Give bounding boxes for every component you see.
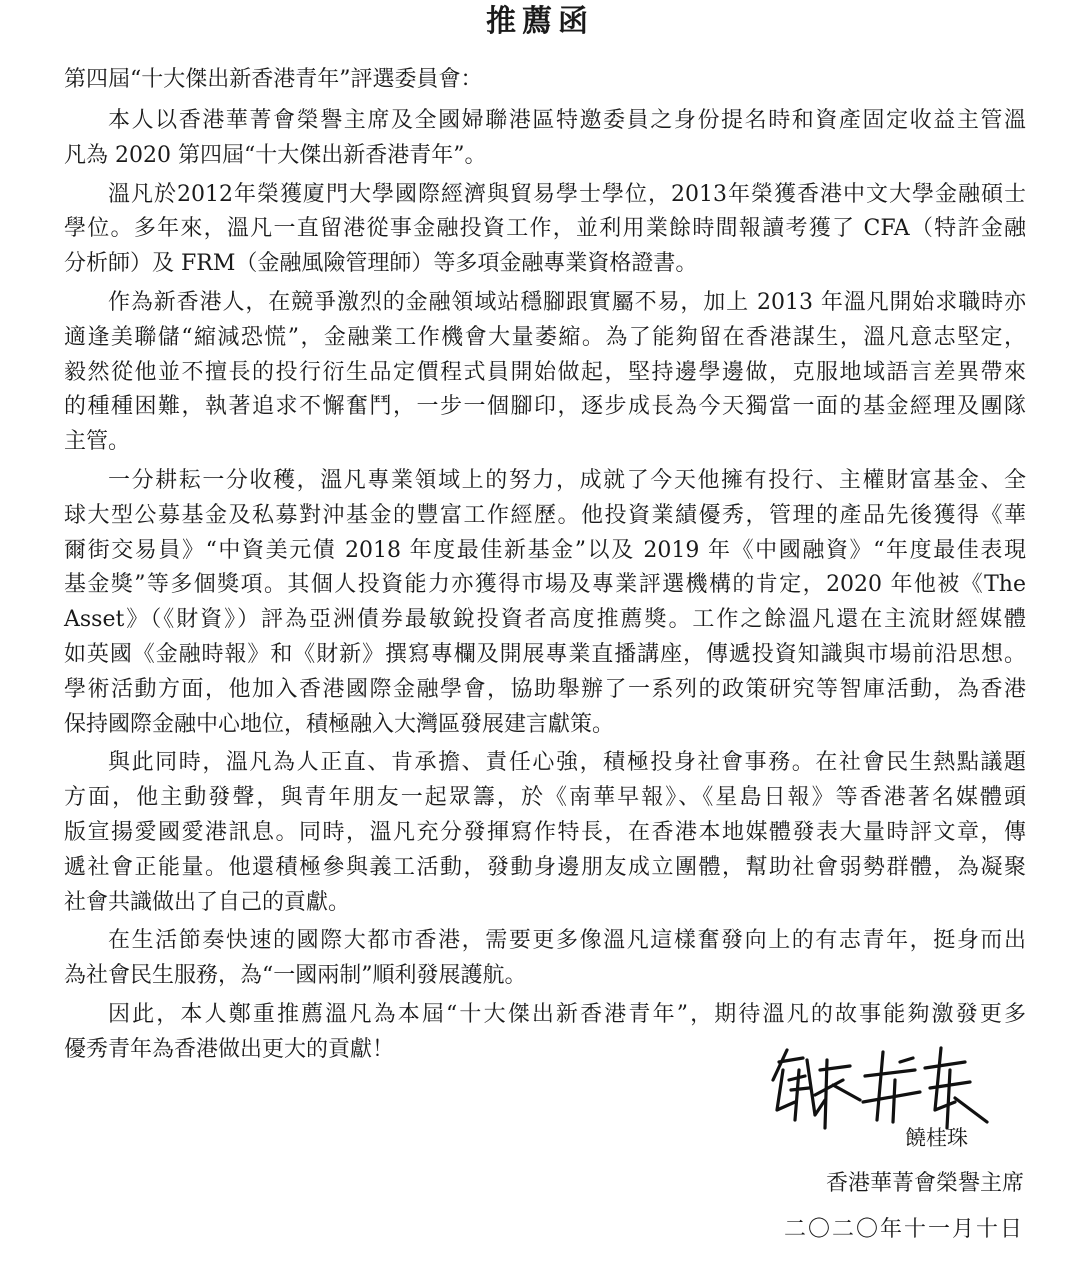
paragraph-line: 為社會民生服務，為“一國兩制”順利發展護航。 xyxy=(64,963,527,989)
paragraph xyxy=(64,104,1026,174)
paragraph-line: 的種種困難，執著追求不懈奮鬥，一步一個腳印，逐步成長為今天獨當一面的基金經理及團隊 xyxy=(64,394,1026,420)
document-title: 推薦函 xyxy=(486,4,594,39)
paragraph-line: 保持國際金融中心地位，積極融入大灣區發展建言獻策。 xyxy=(64,711,615,737)
paragraph-line: 社會共識做出了自己的貢獻。 xyxy=(64,889,351,915)
paragraph-line: 一分耕耘一分收穫，溫凡專業領域上的努力，成就了今天他擁有投行、主權財富基金、全 xyxy=(108,467,1026,493)
paragraph xyxy=(64,178,1026,282)
paragraph-line: 因此，本人鄭重推薦溫凡為本屆“十大傑出新香港青年”，期待溫凡的故事能夠激發更多 xyxy=(108,1001,1026,1027)
paragraph-line: 遞社會正能量。他還積極參與義工活動，發動身邊朋友成立團體，幫助社會弱勢群體，為凝聚 xyxy=(64,854,1026,880)
paragraph-line: 學位。多年來，溫凡一直留港從事金融投資工作，並利用業餘時間報讀考獲了 CFA（特許金融 xyxy=(64,216,1026,242)
paragraph-line: 方面，他主動發聲，與青年朋友一起眾籌，於《南華早報》、《星島日報》等香港著名媒體頭 xyxy=(64,785,1026,811)
salutation: 第四屆“十大傑出新香港青年”評選委員會： xyxy=(64,67,483,92)
paragraph xyxy=(64,924,1026,994)
paragraph xyxy=(64,746,1026,920)
paragraph-line: 溫凡於2012年榮獲廈門大學國際經濟與貿易學士學位，2013年榮獲香港中文大學金融碩士 xyxy=(108,181,1026,207)
paragraph-line: 毅然從他並不擅長的投行衍生品定價程式員開始做起，堅持邊學邊做，克服地域語言差異帶來 xyxy=(64,359,1026,385)
paragraph-line: 基金獎”等多個獎項。其個人投資能力亦獲得市場及專業評選機構的肯定，2020 年他被《The xyxy=(64,572,1026,598)
paragraph-line: 與此同時，溫凡為人正直、肯承擔、責任心強，積極投身社會事務。在社會民生熱點議題 xyxy=(108,750,1026,776)
paragraph-line: 主管。 xyxy=(64,429,131,455)
paragraph-line: 球大型公募基金及私募對沖基金的豐富工作經歷。他投資業績優秀，管理的產品先後獲得《華 xyxy=(64,502,1026,528)
paragraph-line: 本人以香港華菁會榮譽主席及全國婦聯港區特邀委員之身份提名時和資產固定收益主管溫 xyxy=(108,108,1026,133)
paragraph xyxy=(64,464,1026,742)
letter-date: 二〇二〇年十一月十日 xyxy=(783,1217,1024,1242)
paragraph-line: 爾街交易員》“中資美元債 2018 年度最佳新基金”以及 2019 年《中國融資》“年度最佳表現 xyxy=(64,537,1026,563)
paragraph-line: 作為新香港人，在競爭激烈的金融領域站穩腳跟實屬不易，加上 2013 年溫凡開始求職時亦 xyxy=(108,289,1026,315)
paragraph-line: 適逢美聯儲“縮減恐慌”，金融業工作機會大量萎縮。為了能夠留在香港謀生，溫凡意志堅定， xyxy=(64,324,1026,350)
letter-body xyxy=(64,104,1026,1072)
paragraph-line: 學術活動方面，他加入香港國際金融學會，協助舉辦了一系列的政策研究等智庫活動，為香港 xyxy=(64,676,1026,702)
handwritten-signature xyxy=(765,1040,990,1135)
signatory-name: 饒桂珠 xyxy=(905,1126,968,1150)
paragraph-line: 如英國《金融時報》和《財新》撰寫專欄及開展專業直播講座，傳遞投資知識與市場前沿思想。 xyxy=(64,641,1026,667)
paragraph-line: 優秀青年為香港做出更大的貢獻！ xyxy=(64,1036,395,1062)
paragraph-line: 凡為 2020 第四屆“十大傑出新香港青年”。 xyxy=(64,142,487,168)
paragraph-line: 分析師）及 FRM（金融風險管理師）等多項金融專業資格證書。 xyxy=(64,251,698,277)
paragraph-line: 版宣揚愛國愛港訊息。同時，溫凡充分發揮寫作特長，在香港本地媒體發表大量時評文章，傳 xyxy=(64,819,1026,845)
signatory-title: 香港華菁會榮譽主席 xyxy=(825,1171,1024,1196)
paragraph xyxy=(64,286,1026,460)
paragraph-line: Asset》（《財資》）評為亞洲債券最敏銳投資者高度推薦獎。工作之餘溫凡還在主流財經媒體 xyxy=(64,607,1026,633)
paragraph-line: 在生活節奏快速的國際大都市香港，需要更多像溫凡這樣奮發向上的有志青年，挺身而出 xyxy=(108,928,1026,954)
